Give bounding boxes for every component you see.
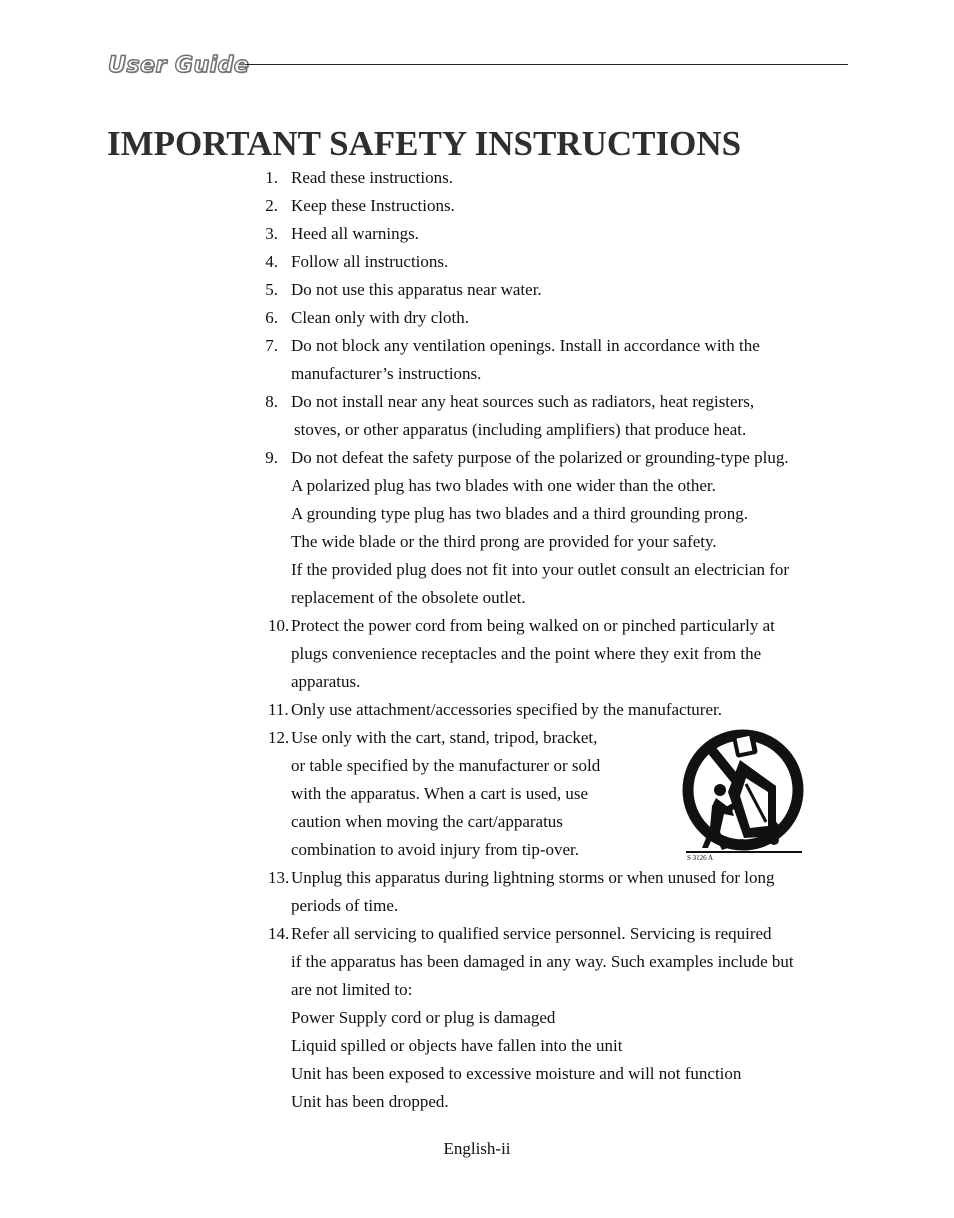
cart-tip-over-warning-figure: [680, 728, 806, 866]
instruction-text: [291, 612, 871, 696]
instruction-line: Do not block any ventilation openings. Install in accordance with the: [291, 336, 760, 355]
instruction-line: Liquid spilled or objects have fallen into the unit: [291, 1036, 623, 1055]
instruction-text: [291, 276, 871, 304]
instruction-line: Unplug this apparatus during lightning storms or when unused for long: [291, 868, 775, 887]
instruction-number: 11.: [268, 700, 289, 719]
page-footer: English-ii: [443, 1139, 511, 1158]
instruction-number: 13.: [268, 868, 290, 887]
instruction-line: periods of time.: [291, 896, 399, 915]
instruction-line: Do not use this apparatus near water.: [291, 280, 542, 299]
instruction-line: Use only with the cart, stand, tripod, bracket,: [291, 728, 598, 747]
instruction-number: 14.: [268, 924, 290, 943]
instruction-line: manufacturer’s instructions.: [291, 364, 482, 383]
instruction-line: Follow all instructions.: [291, 252, 449, 271]
instruction-text: [291, 192, 871, 220]
instruction-line: Refer all servicing to qualified service personnel. Servicing is required: [291, 924, 772, 943]
instruction-line: are not limited to:: [291, 980, 413, 999]
instruction-number: 6.: [265, 308, 278, 327]
instruction-text: [291, 696, 871, 724]
instruction-number: 5.: [265, 280, 278, 299]
instruction-number: 8.: [265, 392, 278, 411]
instruction-text: [291, 304, 871, 332]
instruction-text: [291, 164, 871, 192]
instruction-line: Unit has been exposed to excessive moisture and will not function: [291, 1064, 742, 1083]
instruction-number: 9.: [265, 448, 278, 467]
instruction-number: 1.: [265, 168, 278, 187]
instruction-text: [291, 332, 871, 388]
instruction-line: or table specified by the manufacturer or sold: [291, 756, 601, 775]
instruction-text: [291, 220, 871, 248]
instruction-line: with the apparatus. When a cart is used, use: [291, 784, 589, 803]
instruction-number: 2.: [265, 196, 278, 215]
instruction-line: Keep these Instructions.: [291, 196, 455, 215]
instruction-text: [291, 388, 871, 444]
instruction-number: 7.: [265, 336, 278, 355]
instruction-line: combination to avoid injury from tip-over.: [291, 840, 580, 859]
instruction-number: 12.: [268, 728, 290, 747]
instruction-line: plugs convenience receptacles and the point where they exit from the: [291, 644, 762, 663]
instruction-text: [291, 444, 871, 612]
instruction-number: 10.: [268, 616, 290, 635]
instruction-line: Read these instructions.: [291, 168, 453, 187]
page-header: [108, 52, 848, 82]
cart-tip-over-warning-icon: [680, 728, 806, 866]
page-title: IMPORTANT SAFETY INSTRUCTIONS: [107, 124, 742, 163]
instruction-line: Do not install near any heat sources such as radiators, heat registers,: [291, 392, 755, 411]
instruction-line: apparatus.: [291, 672, 361, 691]
instruction-text: [291, 248, 871, 276]
instruction-line: Unit has been dropped.: [291, 1092, 449, 1111]
instruction-line: Protect the power cord from being walked on or pinched particularly at: [291, 616, 775, 635]
instruction-line: Only use attachment/accessories specified by the manufacturer.: [291, 700, 722, 719]
instruction-line: if the apparatus has been damaged in any way. Such examples include but: [291, 952, 794, 971]
instruction-line: stoves, or other apparatus (including amplifiers) that produce heat.: [294, 420, 747, 439]
instruction-line: The wide blade or the third prong are provided for your safety.: [291, 532, 717, 551]
instruction-number: 3.: [265, 224, 278, 243]
instruction-line: replacement of the obsolete outlet.: [291, 588, 526, 607]
user-guide-logo: User Guide: [108, 53, 250, 78]
instruction-line: Heed all warnings.: [291, 224, 419, 243]
instruction-line: A polarized plug has two blades with one wider than the other.: [291, 476, 716, 495]
instruction-line: A grounding type plug has two blades and a third grounding prong.: [291, 504, 749, 523]
instruction-line: caution when moving the cart/apparatus: [291, 812, 563, 831]
figure-caption: S 3126 A: [687, 854, 714, 862]
instruction-line: Power Supply cord or plug is damaged: [291, 1008, 556, 1027]
instruction-line: Do not defeat the safety purpose of the polarized or grounding-type plug.: [291, 448, 789, 467]
instruction-text: [291, 920, 871, 1116]
instruction-line: Clean only with dry cloth.: [291, 308, 470, 327]
instruction-line: If the provided plug does not fit into your outlet consult an electrician for: [291, 560, 790, 579]
instruction-text: [291, 864, 871, 920]
instruction-number: 4.: [265, 252, 278, 271]
header-rule: [245, 64, 848, 65]
